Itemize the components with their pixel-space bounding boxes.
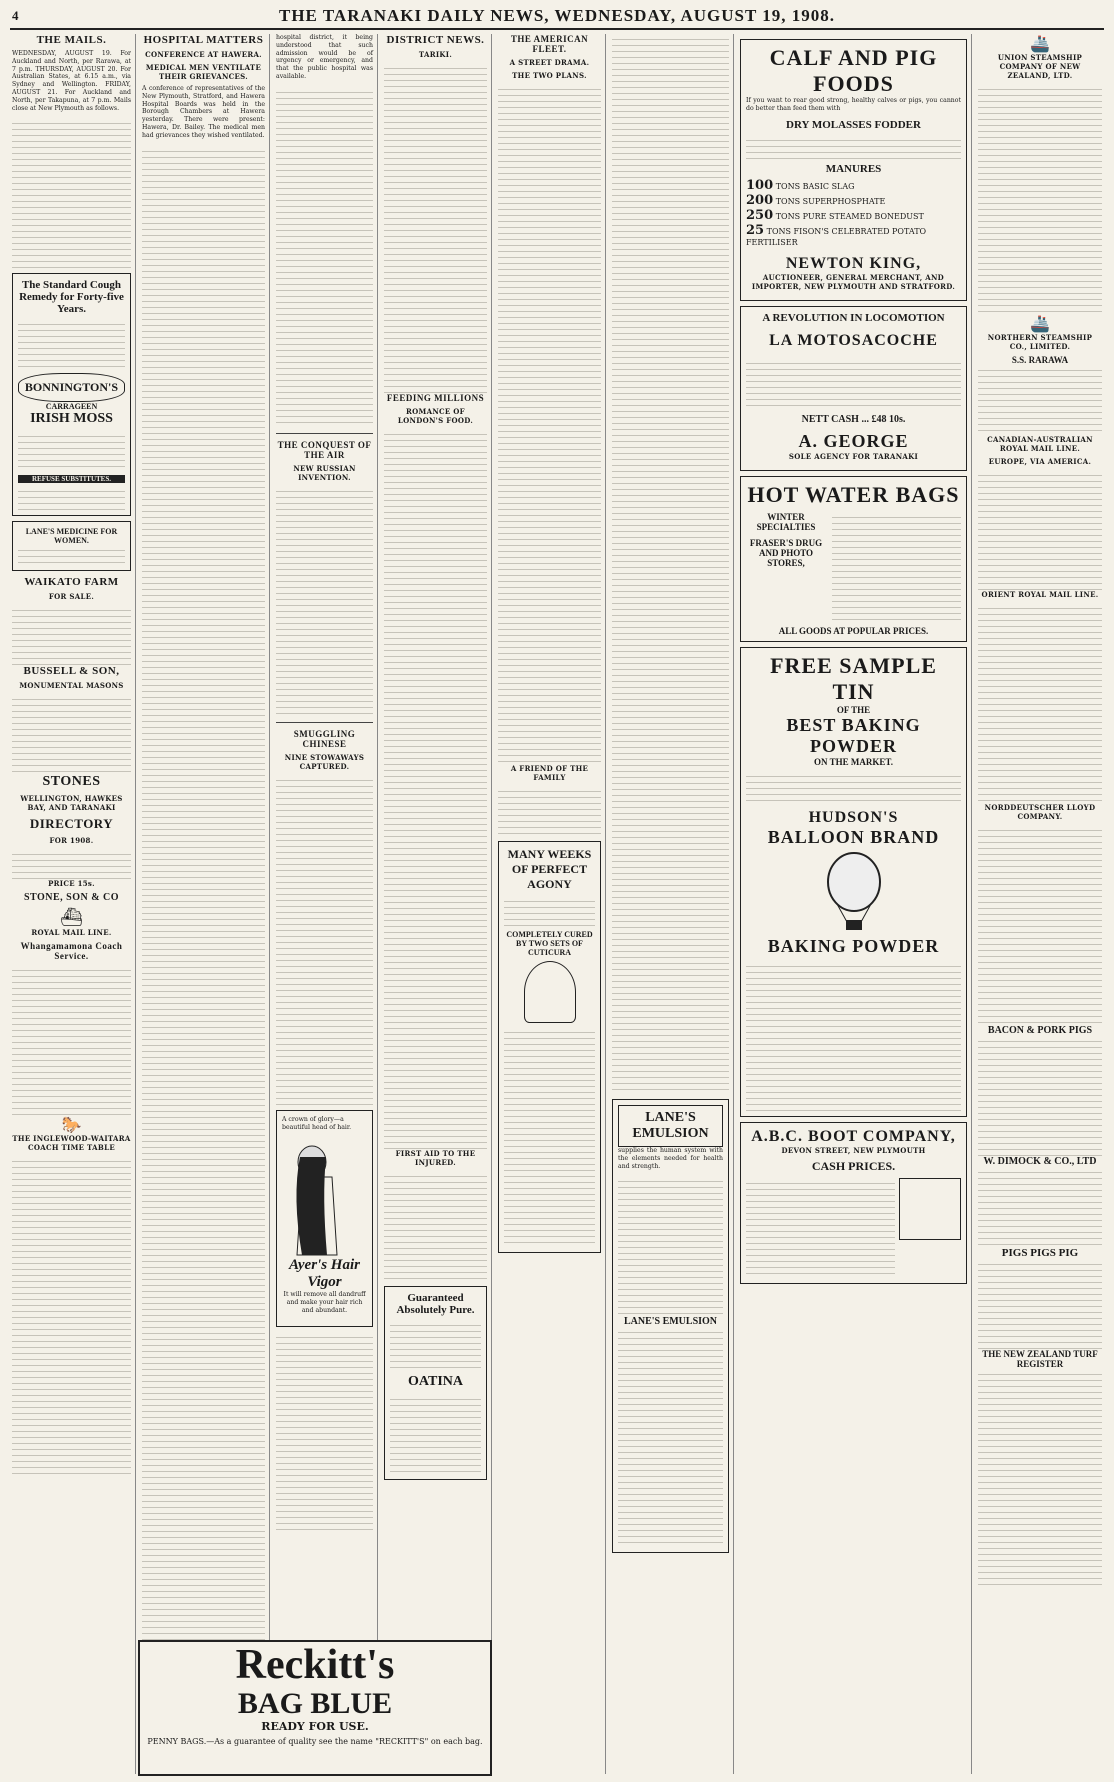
reckitts-ad: Reckitt's BAG BLUE READY FOR USE. PENNY BAGS.—As a guarantee of quality see the name "RECKITT'S" on each bag. [138, 1640, 492, 1776]
cuticura-ad: MANY WEEKS OF PERFECT AGONY COMPLETELY CURED BY TWO SETS OF CUTICURA [498, 841, 601, 1253]
page-number: 4 [12, 8, 20, 23]
column-5: THE AMERICAN FLEET. A STREET DRAMA. THE TWO PLANS. A FRIEND OF THE FAMILY MANY WEEKS OF PERFECT AGONY COMPLETELY CURED BY TWO SETS OF CUTICURA [494, 34, 606, 1774]
lanes-emulsion-ad: LANE'S EMULSION supplies the human system with the elements needed for health and strength. LANE'S EMULSION [612, 1099, 729, 1553]
hospital-heading: HOSPITAL MATTERS [143, 34, 264, 46]
farm-heading: WAIKATO FARM [24, 576, 119, 589]
abc-boot-ad: A.B.C. BOOT COMPANY, DEVON STREET, NEW PLYMOUTH CASH PRICES. [740, 1122, 967, 1284]
lane-medicine-ad: LANE'S MEDICINE FOR WOMEN. [12, 521, 131, 571]
manure-list: 100 TONS BASIC SLAG 200 TONS SUPERPHOSPHATE 250 TONS PURE STEAMED BONEDUST 25 TONS FISON'S CELEBRATED POTATO FERTILISER [746, 177, 927, 247]
column-3: hospital district, it being understood that such admission would be of urgency or emergency, and that the public hospital was available. THE CONQUEST OF THE AIR NEW RUSSIAN INVENTION. SMUGGLING CHINESE NINE STOWAWAYS CAPTURED. A crown of glory—a beautiful head of hair. Ayer's Hair Vigor It will remove all dandruff and make your hair rich and abundant. [272, 34, 378, 1774]
bussell-heading: BUSSELL & SON, [23, 665, 120, 678]
carrageen: CARRAGEEN [45, 402, 98, 412]
masthead [10, 4, 1104, 30]
column-8: 🚢 UNION STEAMSHIP COMPANY OF NEW ZEALAND, LTD. 🚢 NORTHERN STEAMSHIP CO., LIMITED. S.S. RARAWA CANADIAN-AUSTRALIAN ROYAL MAIL LINE. EUROPE, VIA AMERICA. ORIENT ROYAL MAIL LINE. NORDDEUTSCHER LLOYD COMPANY. BACON & PORK PIGS W. DIMOCK & CO., LTD PIGS PIGS PIG THE NEW ZEALAND TURF REGISTER [974, 34, 1106, 1774]
cough-ad-title: The Standard Cough Remedy for Forty-five Years. [19, 279, 124, 316]
mails-heading: THE MAILS. [36, 34, 107, 46]
stones-heading: STONES [42, 774, 101, 790]
irish-moss: IRISH MOSS [30, 411, 113, 427]
boot-icon [899, 1178, 961, 1240]
coach-icon: 🐎 [61, 1115, 82, 1135]
column-6 [608, 34, 734, 1774]
mails-body [12, 118, 131, 268]
steamship-icon: 🚢 [1030, 34, 1050, 53]
column-7 [736, 34, 972, 1774]
motosacoche-ad: A REVOLUTION IN LOCOMOTION LA MOTOSACOCHE NETT CASH ... £48 10s. A. GEORGE SOLE AGENCY FOR TARANAKI [740, 306, 967, 471]
ship-icon: ⛴ [60, 907, 83, 929]
oatina-ad: Guaranteed Absolutely Pure. OATINA [384, 1286, 487, 1480]
calf-pig-foods-ad: CALF AND PIG FOODS If you want to rear good strong, healthy calves or pigs, you cannot do better than feed them with DRY MOLASSES FODDER MANURES 100 TONS BASIC SLAG 200 TONS SUPERPHOSPHATE 250 TONS PURE STEAMED BONEDUST 25 TONS FISON'S CELEBRATED POTATO FERTILISER NEWTON KING, AUCTIONEER, GENERAL MERCHANT, AND IMPORTER, NEW PLYMOUTH AND STRATFORD. [740, 39, 967, 301]
hudsons-baking-powder-ad: FREE SAMPLE TIN OF THE BEST BAKING POWDER ON THE MARKET. HUDSON'S BALLOON BRAND BAKING POWDER [740, 647, 967, 1117]
column-1: THE MAILS. WEDNESDAY, AUGUST 19. For Auckland and North, per Rarawa, at 7 p.m. THURSDAY, AUGUST 20. For Australian States, at 6.15 a.m., via Sydney and Wellington. FRIDAY, AUGUST 21. For Auckland and North, per Takapuna, at 7 p.m. Mails close at New Plymouth as follows. The Standard Cough Remedy for Forty-five Years. BONNINGTON'S CARRAGEEN IRISH MOSS REFUSE SUBSTITUTES. LANE'S MEDICINE FOR WOMEN. WAIKATO FARM FOR SALE. BUSSELL & SON, MONUMENTAL MASONS STONES WELLINGTON, HAWKES BAY, AND TARANAKI DIRECTORY FOR 1908. PRICE 15s. STONE, SON & CO ⛴ ROYAL MAIL LINE. Whangamamona Coach Service. 🐎 THE INGLEWOOD-WAITARA COACH TIME TABLE [8, 34, 136, 1774]
cough-ad [12, 273, 131, 516]
hot-water-bags-ad: HOT WATER BAGS WINTER SPECIALTIES FRASER'S DRUG AND PHOTO STORES, ALL GOODS AT POPULAR PRICES. [740, 476, 967, 642]
ayer-hair-vigor-ad: A crown of glory—a beautiful head of hair. Ayer's Hair Vigor It will remove all dandruff and make your hair rich and abundant. [276, 1110, 373, 1327]
woman-illustration [282, 1137, 367, 1257]
refuse-substitutes: REFUSE SUBSTITUTES. [18, 475, 125, 483]
mails-text: WEDNESDAY, AUGUST 19. For Auckland and North, per Rarawa, at 7 p.m. THURSDAY, AUGUST 20. For Australian States, at 6.15 a.m., via Sydney and Wellington. FRIDAY, AUGUST 21. For Auckland and North, per Takapuna, at 7 p.m. Mails close at New Plymouth as follows. [12, 50, 131, 112]
bonnington-brand: BONNINGTON'S [18, 373, 125, 402]
masthead-title: THE TARANAKI DAILY NEWS, WEDNESDAY, AUGUST 19, 1908. [279, 6, 835, 25]
conquest-heading: THE CONQUEST OF THE AIR [277, 439, 372, 460]
balloon-icon [819, 852, 889, 932]
column-4: DISTRICT NEWS. TARIKI. FEEDING MILLIONS ROMANCE OF LONDON'S FOOD. FIRST AID TO THE INJURED. Guaranteed Absolutely Pure. OATINA [380, 34, 492, 1774]
portrait-illustration [524, 961, 576, 1023]
column-2: HOSPITAL MATTERS CONFERENCE AT HAWERA. MEDICAL MEN VENTILATE THEIR GRIEVANCES. A conference of representatives of the New Plymouth, Stratford, and Hawera Hospital Boards was held in the Borough Chambers at Hawera yesterday. There were present: Hawera, Dr. Bailey. The medical men had grievances they wished ventilated. [138, 34, 270, 1774]
